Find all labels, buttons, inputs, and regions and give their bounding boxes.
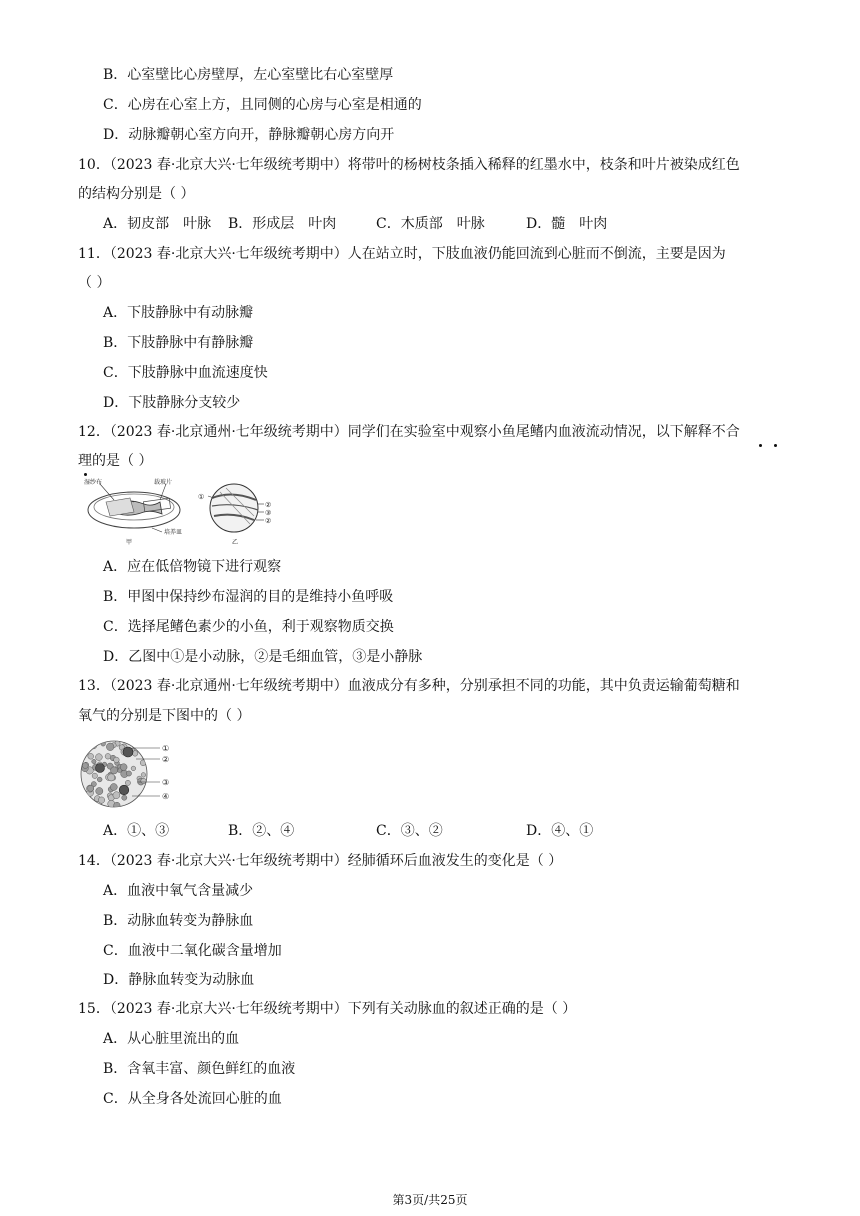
- blood-cell: [114, 757, 120, 763]
- q10-option-a: A．韧皮部 叶脉: [103, 216, 212, 232]
- blood-cell: [88, 785, 94, 791]
- q13-stem-cont: 氧气的分别是下图中的（ ）: [78, 708, 251, 724]
- blood-cell: [106, 743, 114, 751]
- q10-stem-cont: 的结构分别是（ ）: [78, 186, 195, 202]
- q12-fig-label-slide: 载玻片: [154, 479, 173, 486]
- blood-cell: [91, 742, 96, 747]
- white-blood-cell: [123, 747, 133, 757]
- blood-cell: [114, 802, 120, 808]
- q12-fig-label-dish: 培养皿: [164, 529, 183, 536]
- blood-cell: [88, 753, 94, 759]
- q10-option-d: D．髓 叶肉: [526, 216, 608, 232]
- q11-option-b: B．下肢静脉中有静脉瓣: [103, 335, 254, 351]
- q12-stem-text: 12．（2023 春·北京通州·七年级统考期中）同学们在实验室中观察小鱼尾鳍内血液流动情况，以下解释: [78, 424, 712, 440]
- blood-cell: [92, 773, 97, 778]
- blood-cell: [141, 773, 146, 778]
- blood-cell: [105, 754, 111, 760]
- blood-cell: [141, 778, 146, 783]
- blood-cell: [96, 788, 103, 795]
- blood-cell: [97, 777, 102, 782]
- q12-stem-cont: [78, 451, 152, 471]
- q10-option-c: C．木质部 叶脉: [376, 216, 485, 232]
- q10-option-b: B．形成层 叶肉: [228, 216, 337, 232]
- q15-stem: 15．（2023 春·北京大兴·七年级统考期中）下列有关动脉血的叙述正确的是（ ）: [78, 1001, 577, 1017]
- blood-cell: [96, 754, 103, 761]
- blood-cell: [136, 800, 142, 806]
- q13-fig-mark-1: ①: [162, 744, 170, 753]
- q11-option-d: D．下肢静脉分支较少: [103, 395, 241, 411]
- q13-options: [103, 821, 803, 841]
- q12-fig-label-gauze: 湿纱布: [84, 479, 103, 486]
- blood-cell: [125, 780, 130, 785]
- q9-option-c: C．心房在心室上方，且同侧的心房与心室是相通的: [103, 97, 422, 113]
- q13-option-a: A．①、③: [103, 823, 170, 839]
- q12-fig-caption-b: 乙: [232, 539, 239, 546]
- q13-blood-figure: [80, 738, 180, 810]
- q15-option-b: B．含氧丰富、颜色鲜红的血液: [103, 1061, 296, 1077]
- q15-option-a: A．从心脏里流出的血: [103, 1031, 240, 1047]
- blood-cell: [111, 767, 118, 774]
- q14-option-c: C．血液中二氧化碳含量增加: [103, 943, 282, 959]
- q12-stem-rest: 的是（ ）: [92, 453, 153, 469]
- q13-option-d: D．④、①: [526, 823, 594, 839]
- q12-figure: [82, 476, 302, 546]
- blood-cell: [85, 796, 90, 801]
- q13-fig-mark-4: ④: [162, 792, 170, 801]
- q11-option-c: C．下肢静脉中血流速度快: [103, 365, 268, 381]
- blood-cell: [113, 792, 120, 799]
- q14-option-a: A．血液中氧气含量减少: [103, 883, 254, 899]
- blood-cell: [138, 794, 145, 801]
- page-number: 第3页/共25页: [392, 1193, 468, 1207]
- blood-cell: [80, 749, 87, 756]
- blood-cell: [122, 795, 127, 800]
- q11-stem: 11．（2023 春·北京大兴·七年级统考期中）人在站立时，下肢血液仍能回流到心脏而不倒流，主要是因为: [78, 246, 726, 262]
- q12-stem: [78, 422, 740, 442]
- q12-emphasis-text: 不合: [711, 424, 740, 440]
- q11-stem-cont: （ ）: [78, 275, 111, 291]
- q11-option-a: A．下肢静脉中有动脉瓣: [103, 305, 254, 321]
- q12-option-c: C．选择尾鳍色素少的小鱼，利于观察物质交换: [103, 619, 394, 635]
- blood-cell: [108, 774, 115, 781]
- emphasis-dot: [759, 444, 762, 447]
- q13-stem: 13．（2023 春·北京通州·七年级统考期中）血液成分有多种，分别承担不同的功能，其中负责运输葡萄糖和: [78, 678, 740, 694]
- white-blood-cell: [119, 785, 129, 795]
- q9-option-b: B．心室壁比心房壁厚，左心室壁比右心室壁厚: [103, 67, 394, 83]
- q13-fig-mark-2: ②: [162, 755, 170, 764]
- q12-option-a: A．应在低倍物镜下进行观察: [103, 559, 282, 575]
- q9-option-d: D．动脉瓣朝心室方向开，静脉瓣朝心房方向开: [103, 127, 395, 143]
- q15-option-c: C．从全身各处流回心脏的血: [103, 1091, 282, 1107]
- q10-stem: 10．（2023 春·北京大兴·七年级统考期中）将带叶的杨树枝条插入稀释的红墨水中，枝条和叶片被染成红色: [78, 157, 740, 173]
- q13-fig-mark-3: ③: [162, 778, 170, 787]
- blood-cell: [92, 759, 96, 763]
- blood-cell: [126, 771, 131, 776]
- emphasis-dot: [774, 444, 777, 447]
- q13-option-b: B．②、④: [228, 823, 295, 839]
- white-blood-cell: [96, 764, 105, 773]
- blood-cell: [110, 784, 117, 791]
- q14-stem: 14．（2023 春·北京大兴·七年级统考期中）经肺循环后血液发生的变化是（ ）: [78, 853, 563, 869]
- q14-option-b: B．动脉血转变为静脉血: [103, 913, 254, 929]
- q12-fig-mark-3: ③: [265, 509, 272, 517]
- q13-option-c: C．③、②: [376, 823, 443, 839]
- q12-option-b: B．甲图中保持纱布湿润的目的是维持小鱼呼吸: [103, 589, 394, 605]
- blood-cell: [98, 797, 104, 803]
- blood-cell: [90, 802, 96, 808]
- q10-options: [103, 214, 803, 234]
- q12-option-d: D．乙图中①是小动脉，②是毛细血管，③是小静脉: [103, 649, 423, 665]
- q12-fig-caption-a: 甲: [126, 539, 133, 546]
- q12-fig-mark-1: ①: [198, 493, 205, 501]
- blood-cell: [82, 763, 88, 769]
- blood-cell: [120, 764, 127, 771]
- q14-option-d: D．静脉血转变为动脉血: [103, 972, 255, 988]
- q12-fig-mark-2: ②: [265, 501, 272, 509]
- q12-fig-mark-2b: ②: [265, 517, 272, 525]
- blood-cell: [131, 766, 136, 771]
- q12-emphasis-text-2: 理: [78, 453, 92, 469]
